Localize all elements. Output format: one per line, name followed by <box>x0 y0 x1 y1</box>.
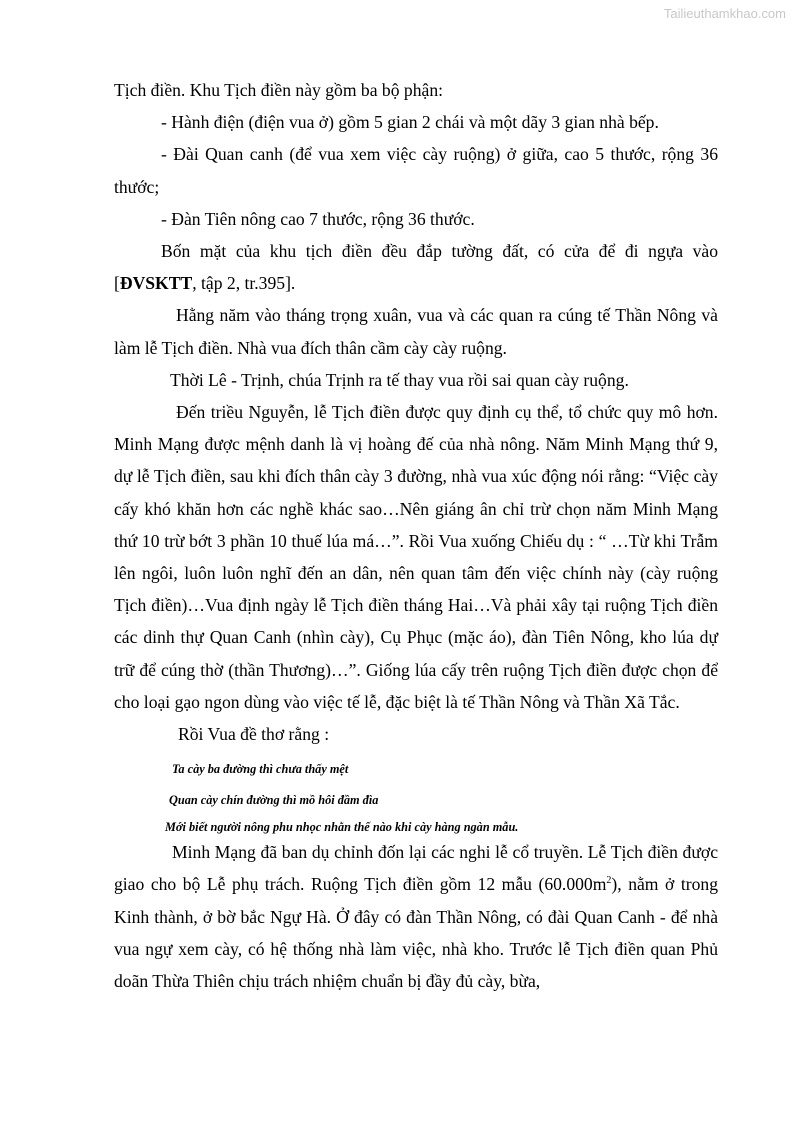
citation-tail: , tập 2, tr.395]. <box>192 273 296 294</box>
citation-source: ĐVSKTT <box>119 273 193 294</box>
list-item-hanh-dien: - Hành điện (điện vua ở) gồm 5 gian 2 chái và một dãy 3 gian nhà bếp. <box>161 112 659 133</box>
paragraph-minh-mang-head: Minh Mạng đã ban dụ chỉnh đốn lại các nghi lễ cổ truyền. Lễ Tịch điền được giao cho bộ Lễ phụ trách. Ruộng Tịch điền gồm 12 mẫu (60.000m <box>114 842 718 895</box>
document-page <box>114 74 718 997</box>
poem-line-3: Mới biết người nông phu nhọc nhằn thế nào khi cày hàng ngàn mẫu. <box>165 820 519 835</box>
watermark: Tailieuthamkhao.com <box>663 6 786 21</box>
paragraph-de-tho: Rồi Vua đề thơ rằng : <box>178 724 330 745</box>
superscript-2: 2 <box>606 875 612 887</box>
paragraph-le-trinh: Thời Lê - Trịnh, chúa Trịnh ra tế thay vua rồi sai quan cày ruộng. <box>170 369 629 390</box>
paragraph-citation <box>114 235 718 299</box>
list-item-dan-tien-nong: - Đàn Tiên nông cao 7 thước, rộng 36 thước. <box>161 208 475 229</box>
list-item-dai-quan-canh: - Đài Quan canh (để vua xem việc cày ruộng) ở giữa, cao 5 thước, rộng 36 thước; <box>114 144 718 197</box>
poem-line-2: Quan cày chín đường thì mồ hôi đầm đìa <box>169 793 379 808</box>
paragraph-minh-mang-tail: ), nằm ở trong Kinh thành, ở bờ bắc Ngự Hà. Ở đây có đàn Thần Nông, có đài Quan Canh - để nhà vua ngự xem cày, có hệ thống nhà làm việc, nhà kho. Trước lễ Tịch điền quan Phủ doãn Thừa Thiên chịu trách nhiệm chuẩn bị đầy đủ cày, bừa, <box>114 874 718 992</box>
poem-line-1: Ta cày ba đường thì chưa thấy mệt <box>172 762 349 777</box>
paragraph-trong-xuan: Hằng năm vào tháng trọng xuân, vua và các quan ra cúng tế Thần Nông và làm lễ Tịch điền. Nhà vua đích thân cầm cày cày ruộng. <box>114 305 718 358</box>
paragraph-trieu-nguyen: Đến triều Nguyễn, lễ Tịch điền được quy định cụ thể, tổ chức quy mô hơn. Minh Mạng được mệnh danh là vị hoàng đế của nhà nông. Năm Minh Mạng thứ 9, dự lễ Tịch điền, sau khi đích thân cày 3 đường, nhà vua xúc động nói rằng: “Việc cày cấy khó khăn hơn các nghề khác sao…Nên giáng ân chỉ trừ chọn năm Minh Mạng thứ 10 trừ bớt 3 phần 10 thuế lúa má…”. Rồi Vua xuống Chiếu dụ : “ …Từ khi Trẫm lên ngôi, luôn luôn nghĩ đến an dân, nên quan tâm đến việc chính này (cày ruộng Tịch điền)…Vua định ngày lễ Tịch điền tháng Hai…Và phải xây tại ruộng Tịch điền các dinh thự Quan Canh (nhìn cày), Cụ Phục (mặc áo), đàn Tiên Nông, kho lúa dự trữ để cúng thờ (thần Thương)…”. Giống lúa cấy trên ruộng Tịch điền được chọn để cho loại gạo ngon dùng vào việc tế lễ, đặc biệt là tế Thần Nông và Thần Xã Tắc. <box>114 402 718 712</box>
paragraph-1: Tịch điền. Khu Tịch điền này gồm ba bộ phận: <box>114 80 443 100</box>
paragraph-minh-mang <box>114 836 718 997</box>
paragraph-citation-text: Bốn mặt của khu tịch điền đều đắp tường đất, có cửa để đi ngựa vào [ <box>114 241 718 294</box>
